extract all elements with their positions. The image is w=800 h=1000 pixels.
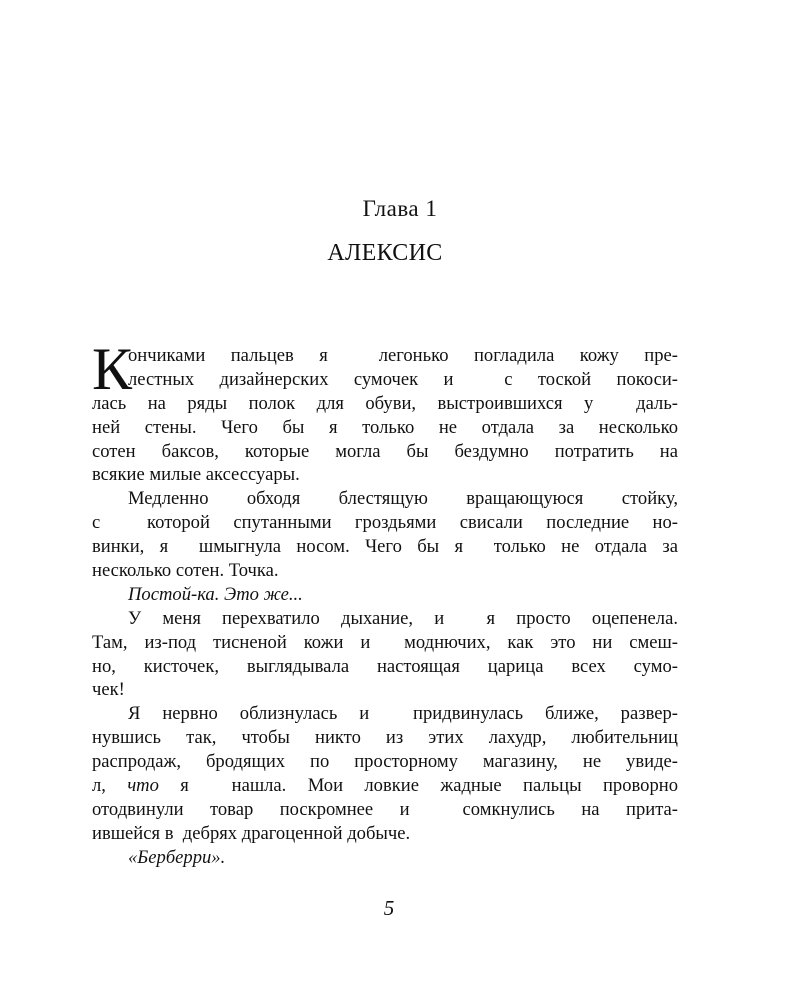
text-line: ней стены. Чего бы я только не отдала за несколько xyxy=(92,416,678,438)
paragraph-4 xyxy=(92,607,678,703)
text-line: с которой спутанными гроздьями свисали последние но- xyxy=(92,512,678,534)
text-line xyxy=(92,846,678,870)
text-line: ившейся в дебрях драгоценной добыче. xyxy=(92,822,411,844)
text-line: отодвинули товар поскромнее и сомкнулись на прита- xyxy=(92,798,678,820)
paragraph-3 xyxy=(92,583,678,607)
text-line: сотен баксов, которые могла бы бездумно потратить на xyxy=(92,440,678,462)
text-line: У меня перехватило дыхание, и я просто оцепенела. xyxy=(128,607,678,629)
paragraph-5 xyxy=(92,702,678,845)
text-line: л, что я нашла. Мои ловкие жадные пальцы проворно xyxy=(92,775,678,797)
chapter-title: АЛЕКСИС xyxy=(327,240,443,266)
text-line: всякие милые аксессуары. xyxy=(92,464,300,486)
text-line: несколько сотен. Точка. xyxy=(92,560,279,582)
paragraph-6 xyxy=(92,846,678,870)
chapter-body xyxy=(92,336,678,870)
paragraph-2 xyxy=(92,487,678,583)
text-line: лестных дизайнерских сумочек и с тоской покоси- xyxy=(128,368,678,390)
text-line: Я нервно облизнулась и придвинулась ближе, развер- xyxy=(128,703,678,725)
text-line: винки, я шмыгнула носом. Чего бы я только не отдала за xyxy=(92,536,678,558)
text-line: лась на ряды полок для обуви, выстроившихся у даль- xyxy=(92,392,678,414)
chapter-number: Глава 1 xyxy=(362,196,438,221)
italic-text: Постой-ка. Это же... xyxy=(128,583,303,605)
page-number: 5 xyxy=(383,896,395,920)
text-line: Там, из-под тисненой кожи и моднючих, как это ни смеш- xyxy=(92,631,678,653)
text-line: ончиками пальцев я легонько погладила кожу пре- xyxy=(128,345,678,366)
text-line: Медленно обходя блестящую вращающуюся стойку, xyxy=(128,488,678,510)
text-line: чек! xyxy=(92,679,125,701)
paragraph-1 xyxy=(92,336,678,487)
text-line xyxy=(92,583,678,607)
italic-text: «Берберри». xyxy=(128,846,226,868)
drop-cap-letter: К xyxy=(92,336,133,402)
text-line: распродаж, бродящих по просторному магазину, не увиде- xyxy=(92,751,678,773)
text-line: нувшись так, чтобы никто из этих лахудр, любительниц xyxy=(92,727,678,749)
italic-word: что xyxy=(127,775,159,797)
text-line: но, кисточек, выглядывала настоящая царица всех сумо- xyxy=(92,655,678,677)
